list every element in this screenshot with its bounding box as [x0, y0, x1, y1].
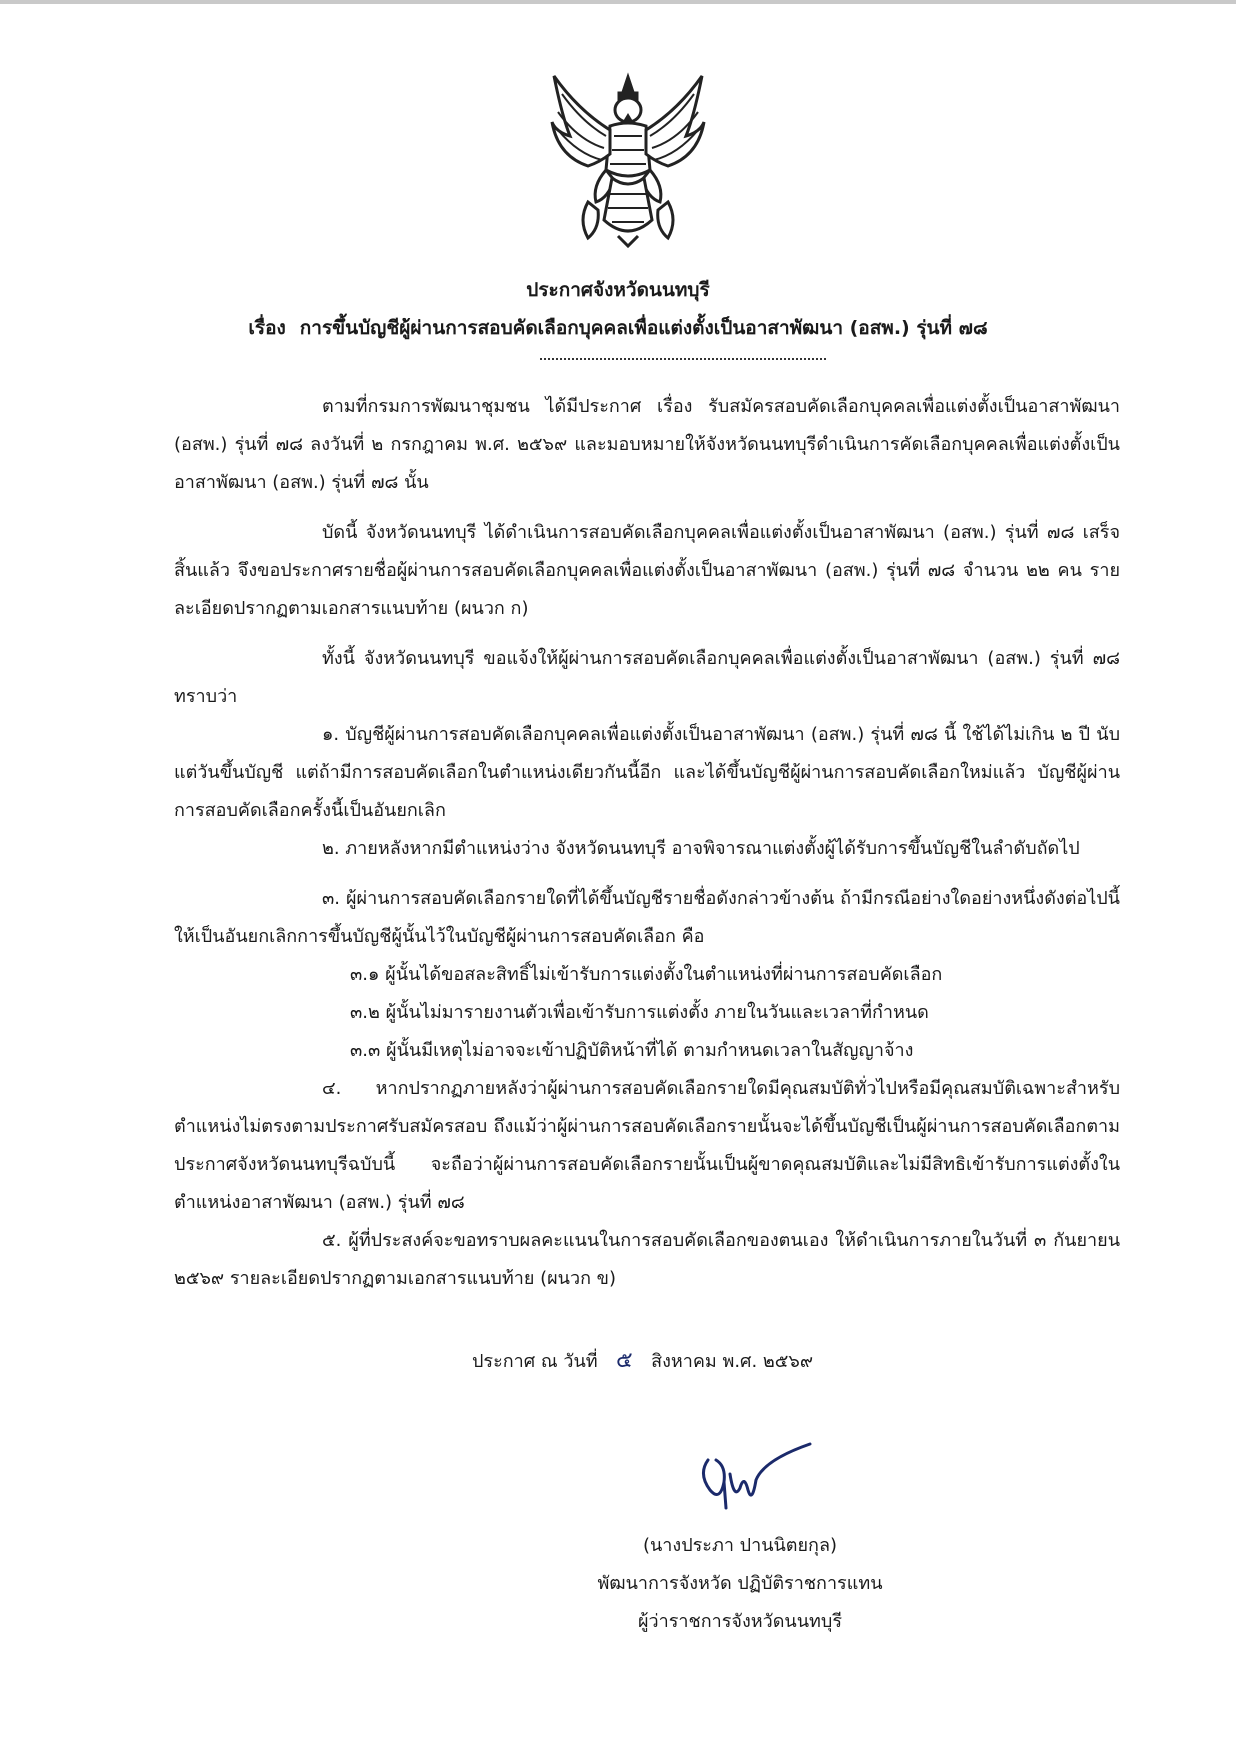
signer-position: พัฒนาการจังหวัด ปฏิบัติราชการแทน — [597, 1573, 883, 1594]
date-rest: สิงหาคม พ.ศ. ๒๕๖๙ — [651, 1351, 814, 1372]
announcement-body — [174, 388, 1120, 1298]
clause-3: ๓. ผู้ผ่านการสอบคัดเลือกรายใดที่ได้ขึ้นบัญชีรายชื่อดังกล่าวข้างต้น ถ้ามีกรณีอย่างใดอย่างหนึ่งดังต่อไปนี้ ให้เป็นอันยกเลิกการขึ้นบัญชีผู้นั้นไว้ในบัญชีผู้ผ่านการสอบคัดเลือก คือ — [174, 888, 1120, 947]
paragraph-2: บัดนี้ จังหวัดนนทบุรี ได้ดำเนินการสอบคัดเลือกบุคคลเพื่อแต่งตั้งเป็นอาสาพัฒนา (อสพ.) รุ่นที่ ๗๘ เสร็จสิ้นแล้ว จึงขอประกาศรายชื่อผู้ผ่านการสอบคัดเลือกบุคคลเพื่อแต่งตั้งเป็นอาสาพัฒนา (อสพ.) รุ่นที่ ๗๘ จำนวน ๒๒ คน รายละเอียดปรากฏตามเอกสารแนบท้าย (ผนวก ก) — [174, 522, 1120, 619]
date-prefix: ประกาศ ณ วันที่ — [472, 1351, 598, 1372]
clause-1: ๑. บัญชีผู้ผ่านการสอบคัดเลือกบุคคลเพื่อแต่งตั้งเป็นอาสาพัฒนา (อสพ.) รุ่นที่ ๗๘ นี้ ใช้ได้ไม่เกิน ๒ ปี นับแต่วันขึ้นบัญชี แต่ถ้ามีการสอบคัดเลือกในตำแหน่งเดียวกันนี้อีก และได้ขึ้นบัญชีผู้ผ่านการสอบคัดเลือกใหม่แล้ว บัญชีผู้ผ่านการสอบคัดเลือกครั้งนี้เป็นอันยกเลิก — [174, 724, 1120, 821]
paragraph-1: ตามที่กรมการพัฒนาชุมชน ได้มีประกาศ เรื่อง รับสมัครสอบคัดเลือกบุคคลเพื่อแต่งตั้งเป็นอาสาพัฒนา (อสพ.) รุ่นที่ ๗๘ ลงวันที่ ๒ กรกฎาคม พ.ศ. ๒๕๖๙ และมอบหมายให้จังหวัดนนทบุรีดำเนินการคัดเลือกบุคคลเพื่อแต่งตั้งเป็นอาสาพัฒนา (อสพ.) รุ่นที่ ๗๘ นั้น — [174, 396, 1120, 493]
clause-3-1: ๓.๑ ผู้นั้นได้ขอสละสิทธิ์ไม่เข้ารับการแต่งตั้งในตำแหน่งที่ผ่านการสอบคัดเลือก — [350, 964, 943, 985]
clause-4: ๔. หากปรากฏภายหลังว่าผู้ผ่านการสอบคัดเลือกรายใดมีคุณสมบัติทั่วไปหรือมีคุณสมบัติเฉพาะสำหรับตำแหน่งไม่ตรงตามประกาศรับสมัครสอบ ถึงแม้ว่าผู้ผ่านการสอบคัดเลือกรายนั้นจะได้ขึ้นบัญชีเป็นผู้ผ่านการสอบคัดเลือกตามประกาศจังหวัดนนทบุรีฉบับนี้ จะถือว่าผู้ผ่านการสอบคัดเลือกรายนั้นเป็นผู้ขาดคุณสมบัติและไม่มีสิทธิเข้ารับการแต่งตั้งในตำแหน่งอาสาพัฒนา (อสพ.) รุ่นที่ ๗๘ — [174, 1078, 1120, 1213]
garuda-emblem-icon — [548, 70, 708, 248]
handwritten-signature — [690, 1430, 820, 1520]
clause-3-2: ๓.๒ ผู้นั้นไม่มารายงานตัวเพื่อเข้ารับการแต่งตั้ง ภายในวันและเวลาที่กำหนด — [350, 1002, 929, 1023]
announcement-date — [472, 1342, 813, 1377]
subject-label: เรื่อง — [248, 317, 286, 339]
paragraph-3: ทั้งนี้ จังหวัดนนทบุรี ขอแจ้งให้ผู้ผ่านการสอบคัดเลือกบุคคลเพื่อแต่งตั้งเป็นอาสาพัฒนา (อสพ.) รุ่นที่ ๗๘ ทราบว่า — [174, 648, 1120, 707]
clause-3-3: ๓.๓ ผู้นั้นมีเหตุไม่อาจจะเข้าปฏิบัติหน้าที่ได้ ตามกำหนดเวลาในสัญญาจ้าง — [350, 1040, 914, 1061]
signer-name: (นางประภา ปานนิตยกุล) — [642, 1535, 837, 1556]
clause-5: ๕. ผู้ที่ประสงค์จะขอทราบผลคะแนนในการสอบคัดเลือกของตนเอง ให้ดำเนินการภายในวันที่ ๓ กันยายน ๒๕๖๙ รายละเอียดปรากฏตามเอกสารแนบท้าย (ผนวก ข) — [174, 1230, 1120, 1289]
date-day: ๕ — [616, 1348, 633, 1373]
clause-2: ๒. ภายหลังหากมีตำแหน่งว่าง จังหวัดนนทบุรี อาจพิจารณาแต่งตั้งผู้ได้รับการขึ้นบัญชีในลำดับถัดไป — [322, 838, 1080, 859]
title-divider — [540, 358, 826, 360]
announcement-subject — [0, 313, 1236, 343]
announcement-title: ประกาศจังหวัดนนทบุรี — [526, 279, 710, 301]
signer-on-behalf: ผู้ว่าราชการจังหวัดนนทบุรี — [638, 1611, 842, 1632]
subject-text: การขึ้นบัญชีผู้ผ่านการสอบคัดเลือกบุคคลเพื่อแต่งตั้งเป็นอาสาพัฒนา (อสพ.) รุ่นที่ ๗๘ — [299, 317, 988, 339]
